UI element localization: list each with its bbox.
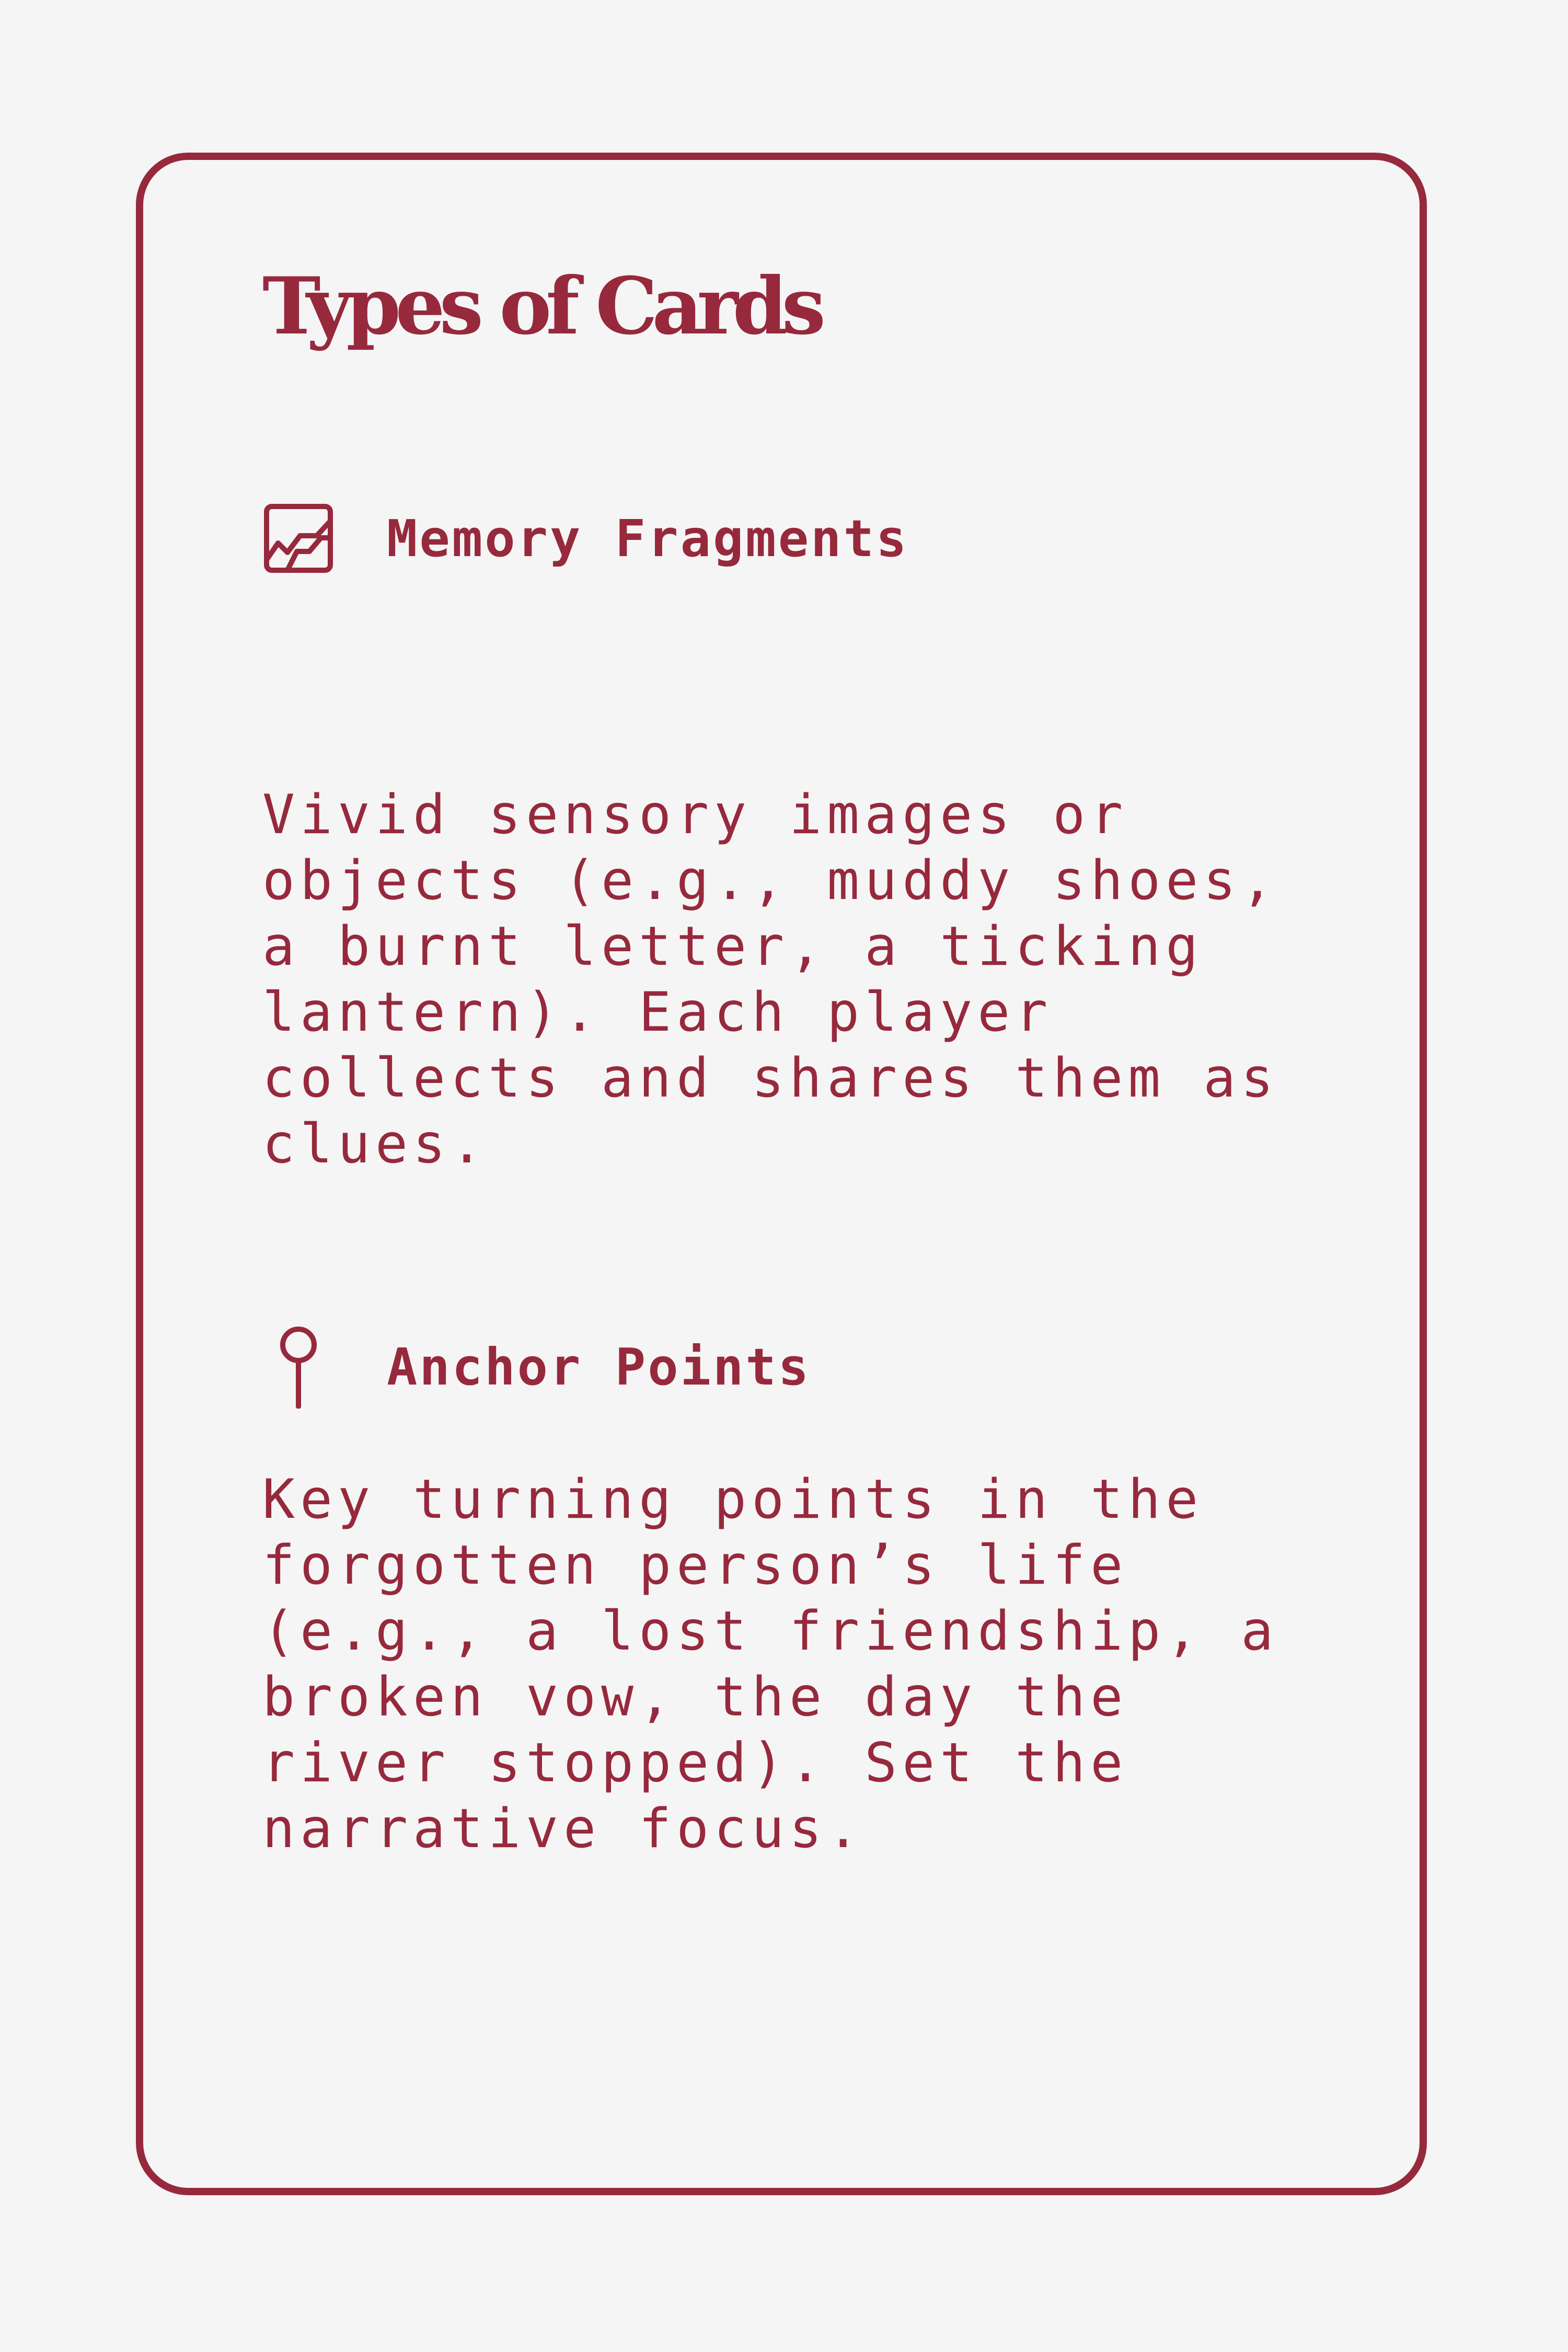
pin-icon xyxy=(262,1331,335,1403)
card xyxy=(136,153,1427,2195)
section-body: Key turning points in the forgotten person’s life (e.g., a lost friendship, a broken vow, the day the river stopped). Set the narrative focus. xyxy=(262,1468,1279,1860)
section-heading: Anchor Points xyxy=(387,1337,811,1397)
memory-fragments-header xyxy=(262,502,908,574)
image-icon xyxy=(262,502,335,574)
anchor-points-header xyxy=(262,1331,811,1403)
section-body: Vivid sensory images or objects (e.g., muddy shoes, a burnt letter, a ticking lantern). Each player collects and shares them as clues. xyxy=(262,783,1279,1175)
card-title: Types of Cards xyxy=(262,260,821,352)
section-heading: Memory Fragments xyxy=(387,509,909,568)
